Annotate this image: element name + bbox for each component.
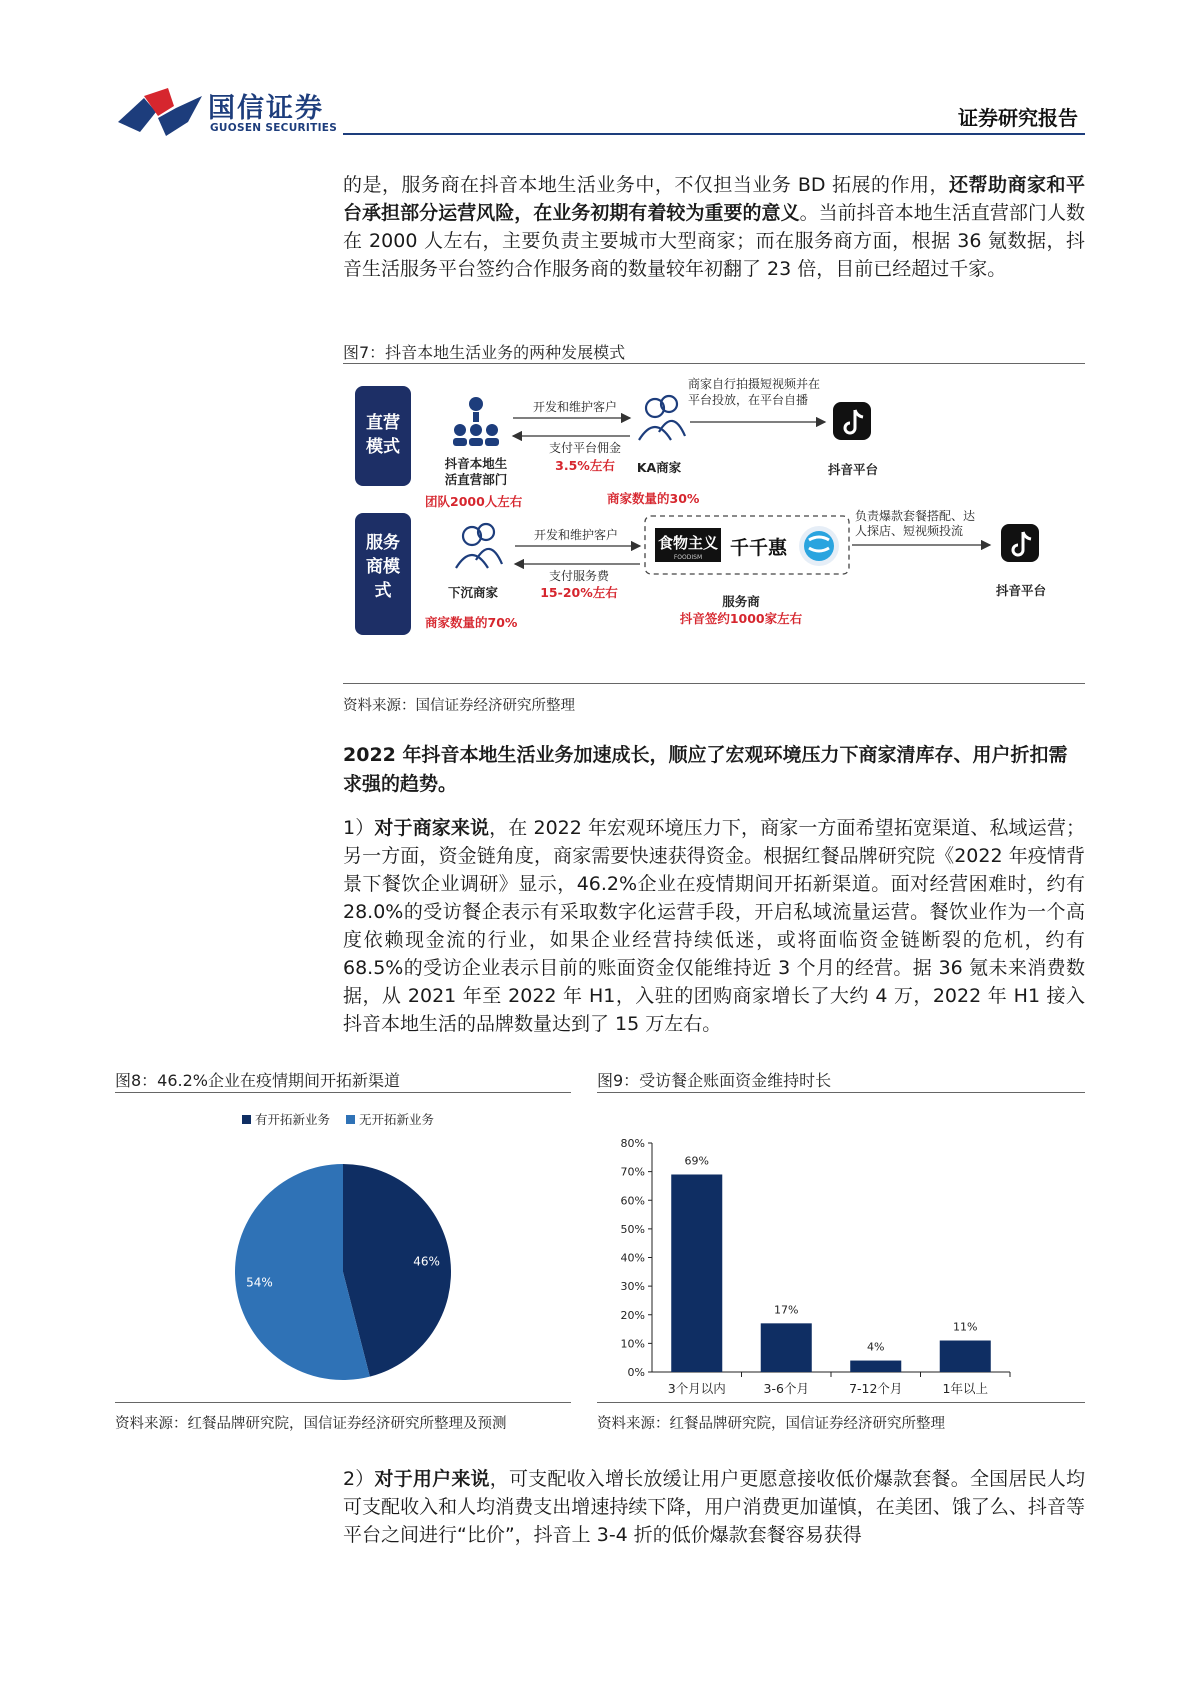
- bar-ytick-label-5: 50%: [620, 1222, 645, 1236]
- figure8-bottom-rule: [115, 1402, 571, 1403]
- direct-mode-label-1: 直营: [366, 413, 400, 433]
- ka-merchant-label: KA商家: [636, 460, 682, 475]
- org-chart-icon: [453, 397, 499, 446]
- bar-ytick-label-6: 60%: [620, 1194, 645, 1208]
- bar-0: [671, 1174, 722, 1372]
- sunk-merchant-label: 下沉商家: [447, 585, 499, 600]
- section-heading: 2022 年抖音本地生活业务加速成长，顺应了宏观环境压力下商家清库存、用户折扣需求强的趋势。: [343, 744, 1068, 795]
- bar-xtick-label-3: 1年以上: [942, 1381, 988, 1396]
- bar-2: [850, 1361, 901, 1372]
- logo-english-name: GUOSEN SECURITIES: [210, 122, 338, 134]
- duty-note-2: 人探店、短视频投流: [855, 524, 964, 538]
- merchant-paragraph: [343, 814, 1085, 1038]
- user-para-lead: 2）: [343, 1468, 375, 1490]
- duty-note-1: 负责爆款套餐搭配、达: [855, 509, 976, 523]
- user-paragraph: [343, 1465, 1085, 1549]
- service-arrow2-label: 支付服务费: [548, 569, 610, 583]
- legend-label-with-new-business: 有开拓新业务: [255, 1112, 331, 1127]
- bar-data-label-1: 17%: [774, 1303, 799, 1317]
- intro-text-2: 。当前抖音本地生活直营部门人数在 2000 人左右，主要负责主要城市大型商家；而在服务商方面，根据 36 氪数据，抖音生活服务平台签约合作服务商的数量较年初翻了 23 倍，目前已经超过千家。: [343, 202, 1085, 280]
- legend-swatch-without-new-business: [346, 1115, 355, 1124]
- foodism-brand-text: 食物主义: [657, 534, 719, 552]
- user-para-bold: 对于用户来说: [374, 1468, 490, 1490]
- douyin-icon-2: [1001, 524, 1039, 562]
- figure8-source: 资料来源：红餐品牌研究院，国信证券经济研究所整理及预测: [115, 1416, 507, 1432]
- service-mode-label-1: 服务: [366, 533, 400, 553]
- merchant-para-bold: 对于商家来说: [374, 817, 490, 839]
- direct-dept-label-2: 活直营部门: [444, 472, 508, 487]
- figure7-top-rule: [343, 363, 1085, 364]
- bar-xtick-label-1: 3-6个月: [763, 1381, 809, 1396]
- intro-paragraph: [343, 171, 1085, 283]
- bar-data-label-2: 4%: [867, 1340, 885, 1354]
- intro-bold-text: 还帮助商家和平台承担部分运营风险，在业务初期有着较为重要的意义: [343, 174, 1085, 224]
- figure7-diagram: [343, 368, 1085, 658]
- bar-chart: [597, 1100, 1085, 1400]
- provider-label: 服务商: [722, 594, 760, 609]
- figure9-top-rule: [597, 1092, 1085, 1093]
- pie-label-0: 46%: [413, 1254, 440, 1269]
- figure9-source: 资料来源：红餐品牌研究院，国信证券经济研究所整理: [597, 1416, 945, 1432]
- foodism-brand-sub: FOODISM: [673, 554, 703, 561]
- service-mode-label-3: 式: [374, 581, 392, 601]
- figure8-title: 图8：46.2%企业在疫情期间开拓新渠道: [115, 1071, 401, 1090]
- logo-chinese-name: 国信证券: [208, 93, 324, 124]
- direct-arrow1-label: 开发和维护客户: [532, 400, 618, 414]
- ka-merchant-share: 商家数量的30%: [607, 491, 700, 506]
- pie-label-1: 54%: [246, 1275, 273, 1290]
- figure7-bottom-rule: [343, 683, 1085, 684]
- sunk-merchant-share: 商家数量的70%: [425, 615, 518, 630]
- figure9-bottom-rule: [597, 1402, 1085, 1403]
- provider-logo-icon: [799, 526, 839, 566]
- direct-platform-label: 抖音平台: [827, 462, 879, 477]
- merchant-icon: [456, 524, 502, 568]
- bar-ytick-label-3: 30%: [620, 1280, 645, 1294]
- user-para-text: ，可支配收入增长放缓让用户更愿意接收低价爆款套餐。全国居民人均可支配收入和人均消费支出增速持续下降，用户消费更加谨慎，在美团、饿了么、抖音等平台之间进行“比价”，抖音上 3-4 折的低价爆款套餐容易获得: [343, 1468, 1085, 1546]
- ka-merchant-icon: [639, 396, 685, 440]
- bar-data-label-3: 11%: [953, 1320, 978, 1334]
- qianqianhui-brand-text: 千千惠: [730, 537, 788, 559]
- bar-ytick-label-7: 70%: [620, 1165, 645, 1179]
- direct-commission: 3.5%左右: [555, 458, 615, 473]
- bar-data-label-0: 69%: [684, 1154, 709, 1168]
- guosen-logo-mark: [118, 86, 202, 138]
- direct-mode-label-2: 模式: [366, 437, 400, 457]
- bar-ytick-label-4: 40%: [620, 1251, 645, 1265]
- header-rule: [343, 133, 1085, 135]
- merchant-para-lead: 1）: [343, 817, 375, 839]
- legend-label-without-new-business: 无开拓新业务: [359, 1112, 435, 1127]
- direct-dept-label-1: 抖音本地生: [444, 456, 508, 471]
- service-mode-label-2: 商模: [366, 557, 400, 577]
- direct-arrow2-label: 支付平台佣金: [548, 441, 622, 455]
- bar-ytick-label-8: 80%: [620, 1137, 645, 1150]
- pie-chart: [115, 1100, 571, 1400]
- bar-ytick-label-2: 20%: [620, 1308, 645, 1322]
- figure7-source: 资料来源：国信证券经济研究所整理: [343, 698, 575, 714]
- figure7-title: 图7：抖音本地生活业务的两种发展模式: [343, 343, 626, 362]
- bar-xtick-label-2: 7-12个月: [849, 1381, 903, 1396]
- direct-mode-box: [355, 386, 411, 486]
- service-fee: 15-20%左右: [540, 585, 618, 600]
- service-arrow1-label: 开发和维护客户: [533, 528, 619, 542]
- bar-1: [761, 1323, 812, 1372]
- legend-swatch-with-new-business: [242, 1115, 251, 1124]
- merchant-para-text: ，在 2022 年宏观环境压力下，商家一方面希望拓宽渠道、私域运营；另一方面，资金链角度，商家需要快速获得资金。根据红餐品牌研究院《2022 年疫情背景下餐饮企业调研》显示，46.2%企业在疫情期间开拓新渠道。面对经营困难时，约有 28.0%的受访餐企表示有采取数字化运营手段，开启私域流量运营。餐饮业作为一个高度依赖现金流的行业，如果企业经营持续低迷，或将面临资金链断裂的危机，约有 68.5%的受访企业表示目前的账面资金仅能维持近 3 个月的经营。据 36 氪未来消费数据，从 2021 年至 2022 年 H1，入驻的团购商家增长了大约 4 万，2022 年 H1 接入抖音本地生活的品牌数量达到了 15 万左右。: [343, 817, 1086, 1035]
- self-note-2: 平台投放，在平台自播: [688, 393, 809, 407]
- intro-text-1: 的是，服务商在抖音本地生活业务中，不仅担当业务 BD 拓展的作用，: [343, 174, 950, 196]
- figure9-title: 图9：受访餐企账面资金维持时长: [597, 1071, 832, 1090]
- douyin-icon: [833, 402, 871, 440]
- provider-count: 抖音签约1000家左右: [679, 611, 803, 626]
- bar-ytick-label-1: 10%: [620, 1337, 645, 1351]
- report-type-label: 证券研究报告: [958, 106, 1078, 130]
- bar-xtick-label-0: 3个月以内: [667, 1381, 726, 1396]
- self-note-1: 商家自行拍摄短视频并在: [688, 377, 821, 391]
- direct-team-size: 团队2000人左右: [425, 494, 523, 509]
- service-platform-label: 抖音平台: [995, 583, 1047, 598]
- bar-ytick-label-0: 0%: [627, 1366, 645, 1379]
- figure8-top-rule: [115, 1092, 571, 1093]
- bar-3: [940, 1341, 991, 1372]
